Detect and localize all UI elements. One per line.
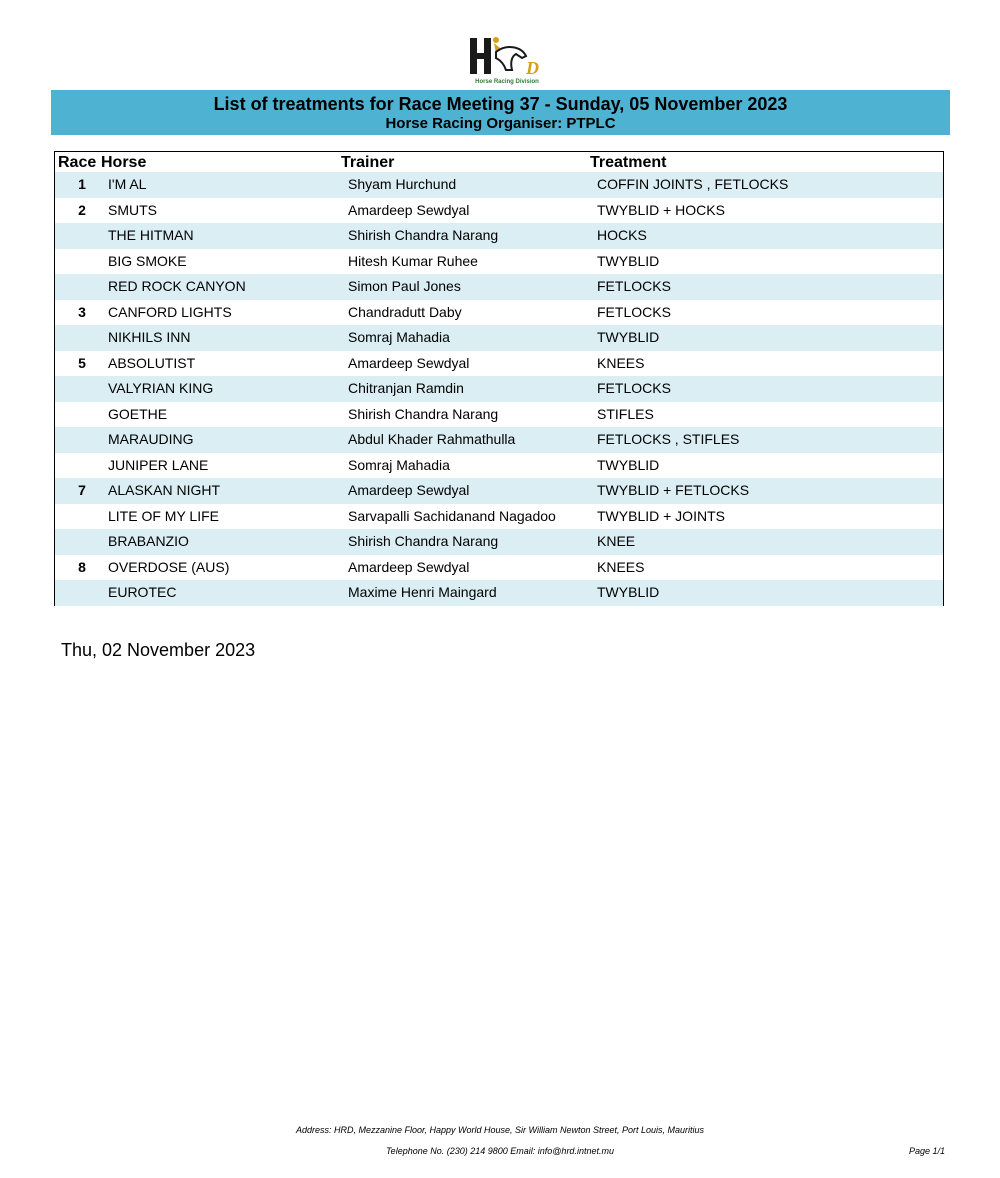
cell-horse: CANFORD LIGHTS — [108, 303, 232, 320]
cell-horse: RED ROCK CANYON — [108, 278, 246, 294]
table-row — [55, 580, 943, 606]
table-row — [55, 325, 943, 351]
table-row — [55, 172, 943, 198]
table-row — [55, 427, 943, 453]
cell-treatment: TWYBLID — [597, 456, 660, 473]
cell-treatment: KNEES — [597, 354, 645, 371]
footer-address: Address: HRD, Mezzanine Floor, Happy World House, Sir William Newton Street, Port Louis, Mauritius — [295, 1125, 705, 1135]
cell-horse: MARAUDING — [108, 431, 194, 447]
cell-race: 2 — [78, 201, 86, 218]
cell-horse: SMUTS — [108, 201, 157, 218]
cell-trainer: Shyam Hurchund — [348, 176, 457, 192]
table-row — [55, 555, 943, 581]
cell-treatment: TWYBLID + FETLOCKS — [597, 482, 750, 498]
table-row — [55, 300, 943, 326]
cell-trainer: Hitesh Kumar Ruhee — [348, 252, 478, 269]
cell-race: 1 — [78, 176, 86, 192]
svg-text:D: D — [526, 58, 539, 78]
cell-treatment: FETLOCKS , STIFLES — [597, 431, 740, 447]
table-row — [55, 402, 943, 428]
cell-trainer: Amardeep Sewdyal — [348, 354, 470, 371]
table-row — [55, 376, 943, 402]
cell-treatment: COFFIN JOINTS , FETLOCKS — [597, 176, 789, 192]
cell-trainer: Amardeep Sewdyal — [348, 482, 470, 498]
cell-treatment: TWYBLID — [597, 252, 660, 269]
column-header-horse: Horse — [101, 154, 147, 171]
cell-horse: EUROTEC — [108, 584, 177, 600]
cell-treatment: KNEES — [597, 558, 645, 575]
cell-trainer: Chandradutt Daby — [348, 303, 462, 320]
cell-treatment: FETLOCKS — [597, 303, 671, 320]
cell-trainer: Amardeep Sewdyal — [348, 558, 470, 575]
cell-trainer: Abdul Khader Rahmathulla — [348, 431, 516, 447]
table-row — [55, 249, 943, 275]
cell-horse: BIG SMOKE — [108, 252, 187, 269]
logo-caption: Horse Racing Division — [475, 79, 539, 85]
cell-trainer: Somraj Mahadia — [348, 329, 450, 345]
cell-horse: VALYRIAN KING — [108, 380, 214, 396]
cell-horse: LITE OF MY LIFE — [108, 507, 219, 524]
cell-treatment: FETLOCKS — [597, 278, 671, 294]
column-header-race: Race — [58, 154, 97, 171]
cell-treatment: HOCKS — [597, 227, 647, 243]
cell-trainer: Chitranjan Ramdin — [348, 380, 464, 396]
cell-horse: NIKHILS INN — [108, 329, 191, 345]
table-row — [55, 453, 943, 479]
cell-trainer: Shirish Chandra Narang — [348, 405, 499, 422]
cell-trainer: Shirish Chandra Narang — [348, 533, 499, 549]
cell-trainer: Somraj Mahadia — [348, 456, 450, 473]
table-body — [55, 172, 943, 606]
cell-trainer: Sarvapalli Sachidanand Nagadoo — [348, 507, 556, 524]
cell-treatment: TWYBLID — [597, 584, 660, 600]
footer-telephone: Telephone No. (230) 214 9800 Email: info@hrd.intnet.mu — [386, 1146, 614, 1156]
cell-race: 5 — [78, 354, 86, 371]
cell-horse: OVERDOSE (AUS) — [108, 558, 230, 575]
cell-horse: BRABANZIO — [108, 533, 189, 549]
column-header-treatment: Treatment — [590, 154, 667, 171]
table-header — [55, 152, 943, 172]
cell-horse: ABSOLUTIST — [108, 354, 196, 371]
table-row — [55, 478, 943, 504]
cell-trainer: Amardeep Sewdyal — [348, 201, 470, 218]
title-banner — [51, 90, 950, 135]
cell-treatment: FETLOCKS — [597, 380, 671, 396]
table-row — [55, 274, 943, 300]
cell-treatment: TWYBLID + JOINTS — [597, 507, 725, 524]
page-title: List of treatments for Race Meeting 37 - Sunday, 05 November 2023 — [213, 94, 788, 114]
column-header-trainer: Trainer — [341, 154, 395, 171]
cell-horse: GOETHE — [108, 405, 168, 422]
cell-treatment: TWYBLID — [597, 329, 660, 345]
table-row — [55, 198, 943, 224]
table-row — [55, 351, 943, 377]
table-row — [55, 504, 943, 530]
cell-trainer: Shirish Chandra Narang — [348, 227, 499, 243]
cell-horse: I'M AL — [108, 176, 147, 192]
table-row — [55, 223, 943, 249]
page-subtitle: Horse Racing Organiser: PTPLC — [385, 115, 616, 132]
cell-treatment: KNEE — [597, 533, 636, 549]
table-row — [55, 529, 943, 555]
cell-trainer: Maxime Henri Maingard — [348, 584, 497, 600]
cell-treatment: TWYBLID + HOCKS — [597, 201, 725, 218]
cell-horse: THE HITMAN — [108, 227, 194, 243]
cell-race: 3 — [78, 303, 86, 320]
cell-horse: ALASKAN NIGHT — [108, 482, 221, 498]
cell-race: 8 — [78, 558, 86, 575]
print-date: Thu, 02 November 2023 — [61, 640, 256, 660]
cell-race: 7 — [78, 482, 86, 498]
cell-treatment: STIFLES — [597, 405, 654, 422]
cell-horse: JUNIPER LANE — [108, 456, 209, 473]
cell-trainer: Simon Paul Jones — [348, 278, 461, 294]
page-number: Page 1/1 — [909, 1146, 946, 1156]
treatments-table — [54, 151, 944, 606]
